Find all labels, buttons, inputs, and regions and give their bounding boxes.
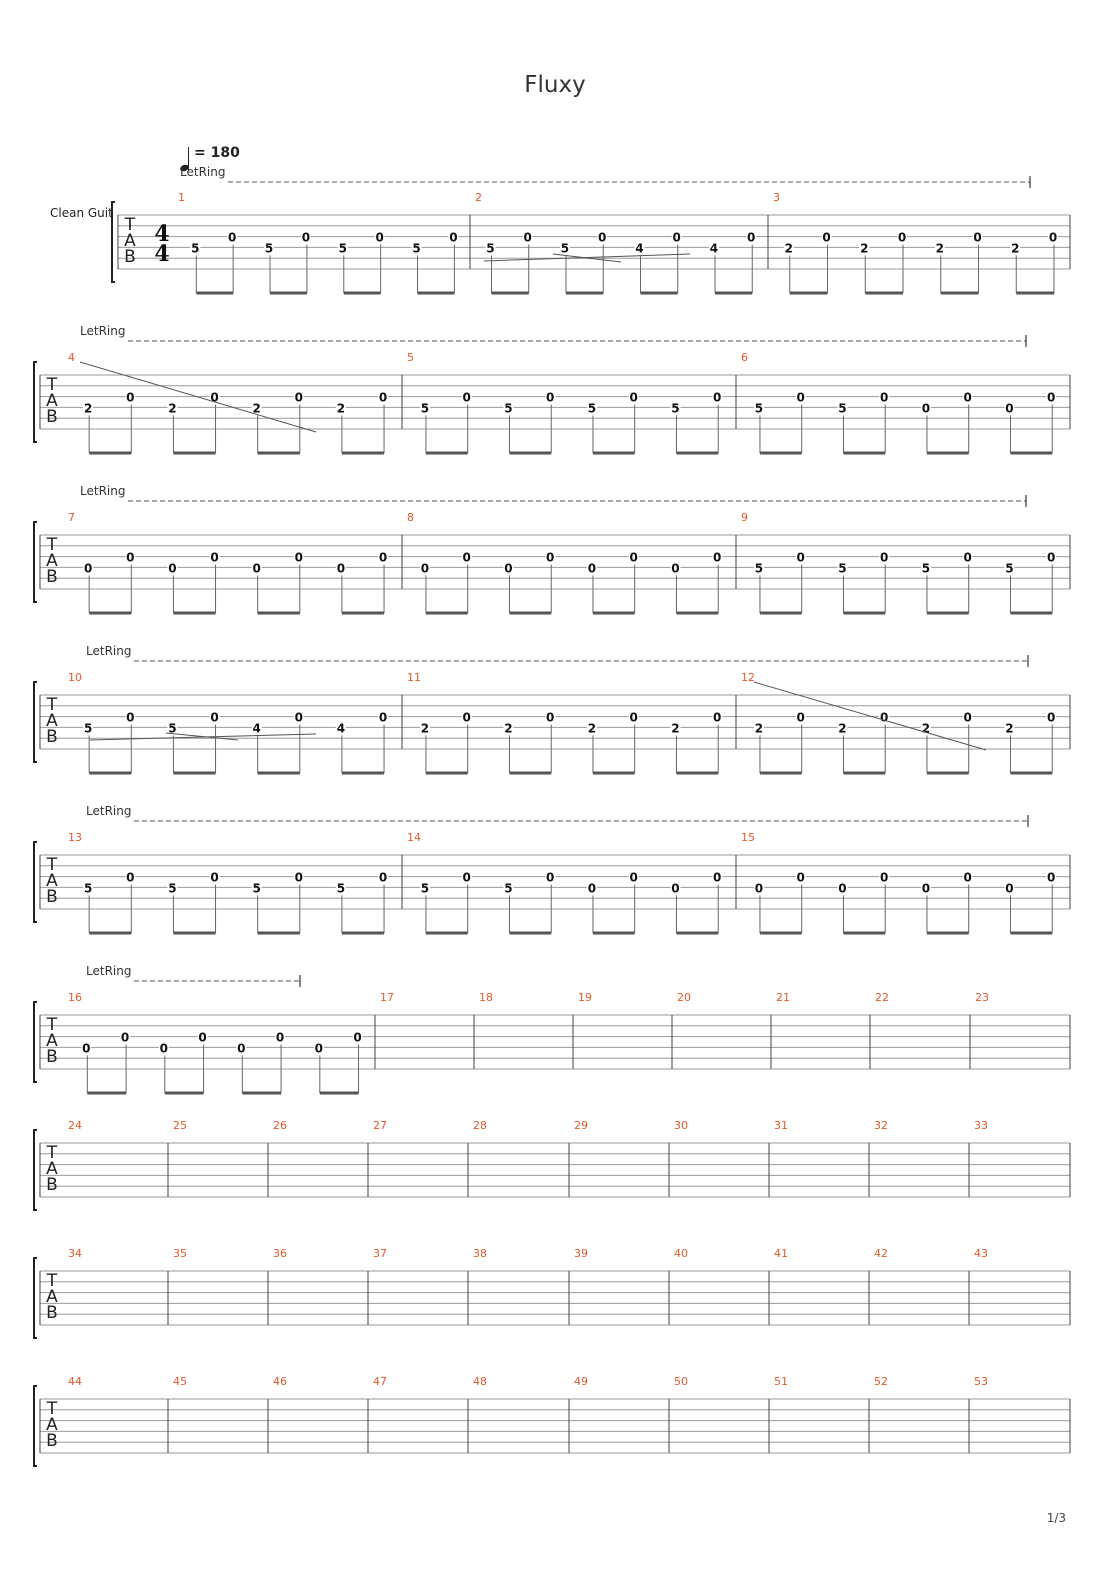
let-ring-label: LetRing [86,964,132,978]
fret-number: 0 [880,550,889,565]
tab-clef-letter: A [46,1159,58,1179]
fret-number: 2 [504,721,513,736]
fret-number: 0 [378,390,388,405]
fret-number: 0 [210,870,219,885]
let-ring-label: LetRing [80,324,126,338]
measure-number: 9 [741,511,748,524]
system-bracket [34,682,37,762]
fret-number: 0 [294,550,303,565]
tab-clef-letter: B [46,1047,58,1067]
fret-number: 0 [880,710,889,725]
fret-number: 0 [796,710,805,725]
fret-number: 0 [963,550,972,565]
tab-clef-letter: A [124,231,136,251]
fret-number: 0 [1005,881,1014,896]
measure-number: 34 [68,1247,82,1260]
measure-number: 23 [975,991,989,1004]
measure-number: 32 [874,1119,888,1132]
measure-number: 5 [407,351,414,364]
fret-number: 4 [252,721,261,736]
fret-number: 0 [587,561,597,576]
fret-number: 0 [159,1041,168,1056]
fret-number: 5 [754,561,764,576]
measure-number: 45 [173,1375,187,1388]
measure-number: 4 [68,351,75,364]
fret-number: 0 [120,1030,130,1045]
measure-number: 47 [373,1375,387,1388]
fret-number: 0 [294,390,303,405]
fret-number: 0 [796,390,805,405]
fret-number: 0 [314,1041,323,1056]
fret-number: 2 [860,241,869,256]
fret-number: 2 [784,241,793,256]
fret-number: 0 [227,230,237,245]
tab-clef-letter: T [46,1143,58,1163]
fret-number: 5 [420,881,430,896]
measure-number: 3 [773,191,780,204]
measure-number: 39 [574,1247,588,1260]
tab-clef-letter: T [124,215,136,235]
system-bracket [112,202,115,282]
fret-number: 5 [420,401,430,416]
let-ring-label: LetRing [80,484,126,498]
measure-number: 43 [974,1247,988,1260]
fret-number: 0 [747,230,756,245]
fret-number: 0 [963,870,972,885]
fret-number: 0 [210,390,219,405]
fret-number: 2 [1011,241,1020,256]
measure-number: 33 [974,1119,988,1132]
tab-clef-letter: T [46,1015,58,1035]
fret-number: 0 [1047,870,1056,885]
measure-number: 36 [273,1247,287,1260]
fret-number: 5 [168,881,177,896]
fret-number: 0 [629,710,638,725]
fret-number: 0 [629,550,638,565]
fret-number: 5 [252,881,261,896]
time-signature-bottom: 4 [154,241,170,267]
measure-number: 53 [974,1375,988,1388]
fret-number: 0 [375,230,384,245]
tab-clef-letter: A [46,711,58,731]
fret-number: 5 [486,241,495,256]
fret-number: 5 [191,241,200,256]
fret-number: 2 [838,721,847,736]
fret-number: 0 [82,1041,91,1056]
tab-clef-letter: B [46,1431,58,1451]
tab-clef-letter: A [46,1415,58,1435]
measure-number: 26 [273,1119,287,1132]
fret-number: 5 [838,401,847,416]
fret-number: 0 [336,561,346,576]
fret-number: 0 [294,870,303,885]
system-bracket [34,1386,37,1466]
fret-number: 0 [353,1030,362,1045]
fret-number: 5 [83,721,93,736]
fret-number: 0 [897,230,907,245]
fret-number: 0 [462,390,471,405]
tab-clef-letter: A [46,391,58,411]
fret-number: 0 [504,561,513,576]
fret-number: 0 [754,881,764,896]
tab-clef-letter: B [46,1175,58,1195]
fret-number: 0 [1047,710,1056,725]
fret-number: 0 [713,710,722,725]
measure-number: 29 [574,1119,588,1132]
tab-clef-letter: B [46,407,58,427]
measure-number: 20 [677,991,691,1004]
measure-number: 28 [473,1119,487,1132]
fret-number: 5 [1005,561,1014,576]
system-bracket [34,1002,37,1082]
tab-clef-letter: A [46,1287,58,1307]
measure-number: 30 [674,1119,688,1132]
slide-line [754,682,986,750]
fret-number: 0 [671,881,680,896]
fret-number: 0 [629,870,638,885]
measure-number: 25 [173,1119,187,1132]
measure-number: 44 [68,1375,82,1388]
measure-number: 13 [68,831,82,844]
measure-number: 12 [741,671,755,684]
tab-clef-letter: T [46,1399,58,1419]
tab-clef-letter: T [46,535,58,555]
fret-number: 0 [1047,390,1056,405]
measure-number: 2 [475,191,482,204]
measure-number: 27 [373,1119,387,1132]
tab-clef-letter: B [46,567,58,587]
tab-clef-letter: B [46,727,58,747]
fret-number: 5 [168,721,177,736]
fret-number: 2 [754,721,764,736]
fret-number: 0 [546,870,555,885]
fret-number: 5 [838,561,847,576]
system-bracket [34,362,37,442]
fret-number: 0 [126,550,135,565]
measure-number: 37 [373,1247,387,1260]
fret-number: 0 [126,390,135,405]
fret-number: 0 [880,390,889,405]
fret-number: 0 [796,550,805,565]
tab-clef-letter: T [46,855,58,875]
fret-number: 0 [275,1030,285,1045]
time-signature-top: 4 [154,221,170,247]
fret-number: 0 [713,390,722,405]
fret-number: 0 [462,550,471,565]
let-ring-label: LetRing [86,644,132,658]
fret-number: 0 [420,561,430,576]
measure-number: 42 [874,1247,888,1260]
fret-number: 2 [336,401,346,416]
fret-number: 5 [560,241,570,256]
measure-number: 52 [874,1375,888,1388]
fret-number: 5 [504,881,513,896]
fret-number: 0 [294,710,303,725]
tab-clef-letter: T [46,1271,58,1291]
fret-number: 5 [338,241,347,256]
measure-number: 18 [479,991,493,1004]
fret-number: 0 [378,710,388,725]
tempo-value: = 180 [194,145,240,161]
fret-number: 0 [1047,550,1056,565]
tab-clef-letter: B [46,887,58,907]
tab-clef-letter: T [46,375,58,395]
fret-number: 0 [822,230,831,245]
measure-number: 35 [173,1247,187,1260]
fret-number: 0 [713,870,722,885]
measure-number: 1 [178,191,185,204]
fret-number: 0 [1005,401,1014,416]
fret-number: 0 [880,870,889,885]
measure-number: 14 [407,831,421,844]
tab-clef-letter: A [46,1031,58,1051]
fret-number: 5 [754,401,764,416]
fret-number: 0 [462,870,471,885]
measure-number: 16 [68,991,82,1004]
page-title: Fluxy [524,72,586,98]
fret-number: 2 [168,401,177,416]
fret-number: 0 [210,550,219,565]
fret-number: 5 [921,561,931,576]
measure-number: 50 [674,1375,688,1388]
measure-number: 17 [380,991,394,1004]
measure-number: 8 [407,511,414,524]
fret-number: 0 [587,881,597,896]
measure-number: 11 [407,671,421,684]
let-ring-label: LetRing [86,804,132,818]
fret-number: 2 [83,401,93,416]
fret-number: 4 [709,241,719,256]
let-ring-label: LetRing [180,165,226,179]
fret-number: 0 [671,561,680,576]
fret-number: 2 [671,721,680,736]
fret-number: 0 [449,230,458,245]
measure-number: 49 [574,1375,588,1388]
tab-clef-letter: A [46,551,58,571]
measure-number: 7 [68,511,75,524]
fret-number: 0 [598,230,607,245]
fret-number: 0 [83,561,93,576]
fret-number: 0 [168,561,177,576]
system-bracket [34,1130,37,1210]
measure-number: 21 [776,991,790,1004]
fret-number: 2 [921,721,931,736]
fret-number: 0 [546,550,555,565]
system-bracket [34,842,37,922]
fret-number: 0 [378,550,388,565]
fret-number: 2 [587,721,597,736]
measure-number: 48 [473,1375,487,1388]
fret-number: 2 [252,401,261,416]
fret-number: 0 [672,230,681,245]
fret-number: 2 [420,721,430,736]
system-bracket [34,1258,37,1338]
fret-number: 5 [83,881,93,896]
tab-clef-letter: A [46,871,58,891]
measure-number: 10 [68,671,82,684]
fret-number: 5 [264,241,274,256]
fret-number: 0 [546,390,555,405]
fret-number: 0 [301,230,311,245]
measure-number: 19 [578,991,592,1004]
page-number: 1/3 [1046,1511,1066,1525]
fret-number: 5 [587,401,597,416]
fret-number: 5 [504,401,513,416]
fret-number: 5 [336,881,346,896]
fret-number: 4 [635,241,644,256]
tab-clef-letter: B [46,1303,58,1323]
measure-number: 15 [741,831,755,844]
fret-number: 0 [921,401,931,416]
fret-number: 0 [973,230,982,245]
fret-number: 0 [523,230,532,245]
fret-number: 5 [671,401,680,416]
measure-number: 31 [774,1119,788,1132]
fret-number: 0 [963,390,972,405]
fret-number: 0 [1048,230,1058,245]
fret-number: 0 [963,710,972,725]
fret-number: 0 [796,870,805,885]
fret-number: 0 [237,1041,246,1056]
measure-number: 6 [741,351,748,364]
fret-number: 0 [462,710,471,725]
measure-number: 38 [473,1247,487,1260]
instrument-label: Clean Guit [50,206,113,220]
fret-number: 0 [546,710,555,725]
fret-number: 2 [935,241,944,256]
fret-number: 0 [921,881,931,896]
fret-number: 0 [126,710,135,725]
measure-number: 51 [774,1375,788,1388]
fret-number: 0 [378,870,388,885]
fret-number: 0 [210,710,219,725]
measure-number: 40 [674,1247,688,1260]
fret-number: 0 [713,550,722,565]
fret-number: 0 [126,870,135,885]
fret-number: 0 [252,561,261,576]
measure-number: 22 [875,991,889,1004]
fret-number: 0 [629,390,638,405]
tab-clef-letter: T [46,695,58,715]
system-bracket [34,522,37,602]
fret-number: 4 [336,721,346,736]
tab-clef-letter: B [124,247,136,267]
measure-number: 24 [68,1119,82,1132]
fret-number: 5 [412,241,421,256]
fret-number: 0 [198,1030,207,1045]
measure-number: 41 [774,1247,788,1260]
measure-number: 46 [273,1375,287,1388]
fret-number: 0 [838,881,847,896]
fret-number: 2 [1005,721,1014,736]
